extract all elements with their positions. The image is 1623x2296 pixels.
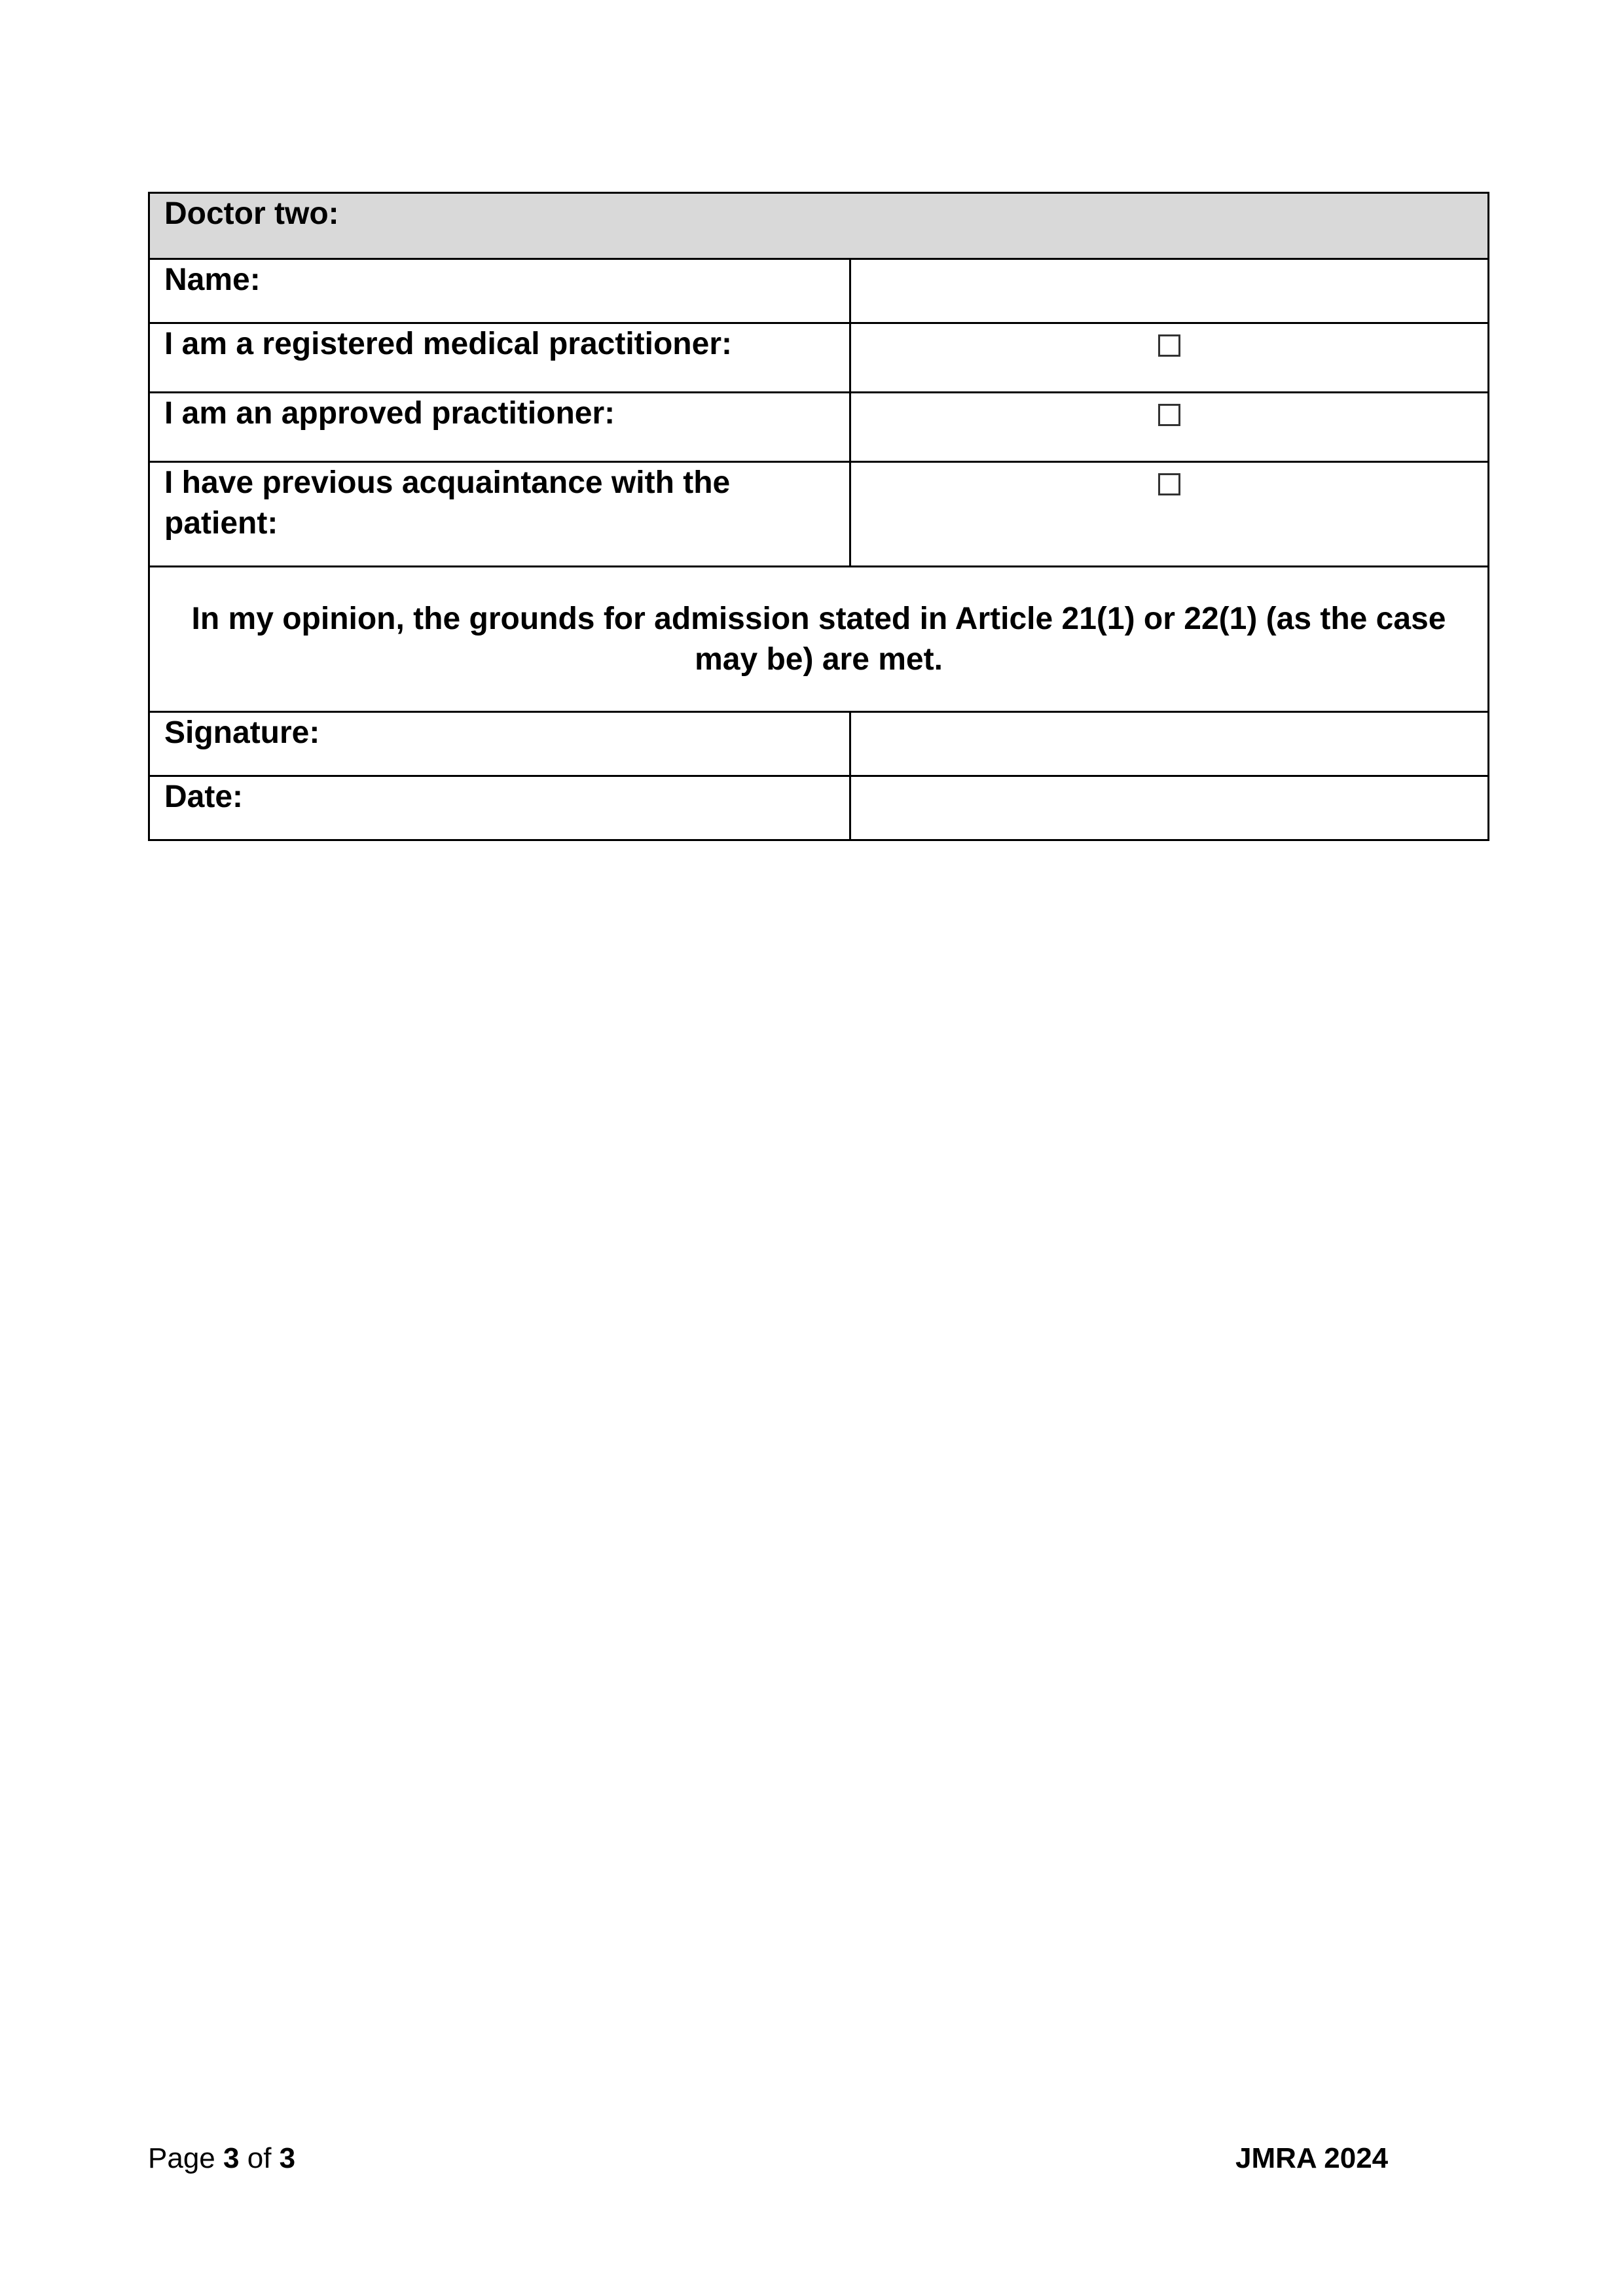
approved-practitioner-label: I am an approved practitioner:: [149, 393, 850, 462]
registered-practitioner-cell: [850, 323, 1489, 393]
previous-acquaintance-checkbox[interactable]: [1158, 473, 1180, 495]
section-header-row: [149, 193, 1489, 259]
opinion-row: [149, 567, 1489, 712]
previous-acquaintance-label: I have previous acquaintance with the patient:: [149, 462, 850, 567]
registered-practitioner-label: I am a registered medical practitioner:: [149, 323, 850, 393]
name-label: Name:: [149, 259, 850, 323]
page-prefix: Page: [148, 2142, 215, 2174]
previous-acquaintance-cell: [850, 462, 1489, 567]
section-title: Doctor two:: [149, 193, 1489, 259]
signature-label: Signature:: [149, 712, 850, 776]
registered-practitioner-checkbox[interactable]: [1158, 334, 1180, 357]
page-total: 3: [279, 2142, 296, 2174]
page-of: of: [247, 2142, 272, 2174]
signature-field[interactable]: [850, 712, 1489, 776]
date-row: [149, 776, 1489, 840]
page-current: 3: [223, 2142, 240, 2174]
date-field[interactable]: [850, 776, 1489, 840]
approved-practitioner-cell: [850, 393, 1489, 462]
name-row: [149, 259, 1489, 323]
opinion-statement: In my opinion, the grounds for admission stated in Article 21(1) or 22(1) (as the case may be) are met.: [149, 567, 1489, 712]
document-code: JMRA 2024: [1235, 2142, 1389, 2174]
approved-practitioner-checkbox[interactable]: [1158, 404, 1180, 426]
page-number: [148, 2140, 295, 2177]
registered-practitioner-row: [149, 323, 1489, 393]
date-label: Date:: [149, 776, 850, 840]
name-field[interactable]: [850, 259, 1489, 323]
previous-acquaintance-row: [149, 462, 1489, 567]
doctor-two-form-table: [148, 192, 1489, 841]
approved-practitioner-row: [149, 393, 1489, 462]
signature-row: [149, 712, 1489, 776]
